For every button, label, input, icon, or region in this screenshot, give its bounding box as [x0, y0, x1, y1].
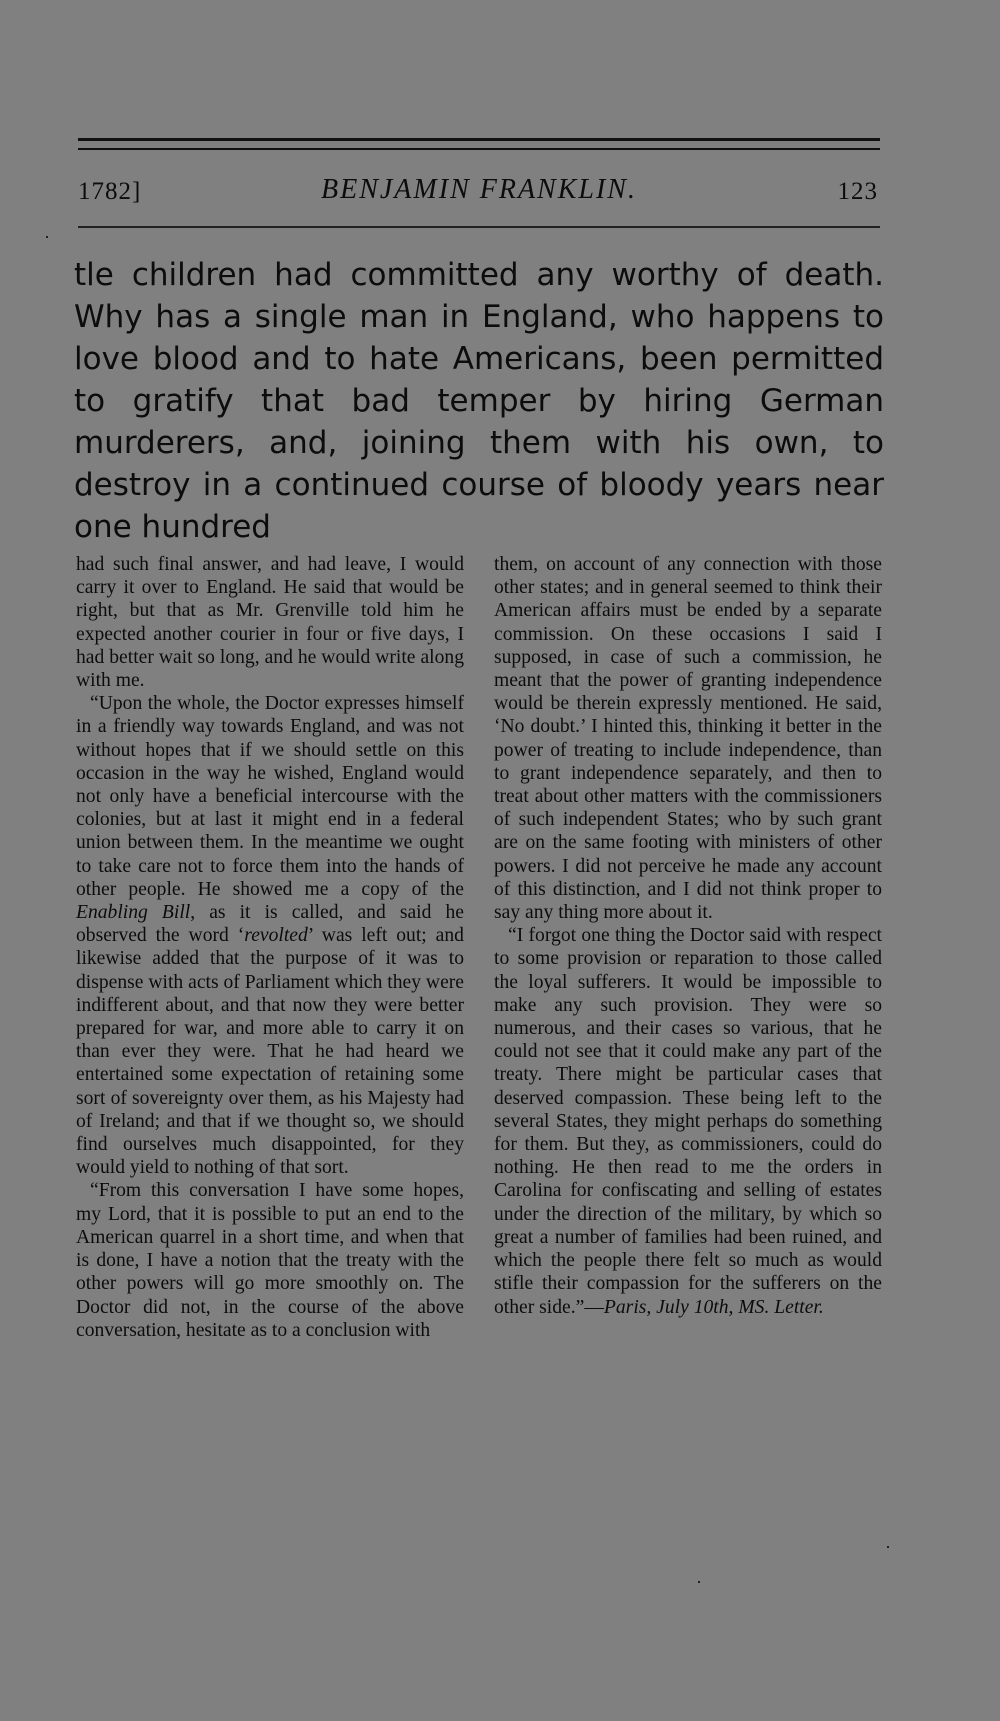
source-citation: Paris, July 10th, MS. Letter. [603, 1296, 824, 1318]
page-number: 123 [837, 178, 878, 205]
enabling-bill-italic: Enabling Bill [76, 902, 191, 924]
left-paragraph-3: “From this conversation I have some hopes, my Lord, that it is possible to put an end to the American quarrel in a short time, and when that is done, I have a notion that the treaty with the other powers will go more smoothly on. The Doctor did not, in the course of the above conversation, hesitate as to a conclusion with [76, 1180, 464, 1341]
right-paragraph-1: them, on account of any connection with those other states; and in general seemed to think their American affairs must be ended by a separate commission. On these occasions I said I supposed, in case of such a commission, he meant that the power of granting independence would be therein expressly mentioned. He said, ‘No doubt.’ I hinted this, thinking it better in the power of treating to include independence, than to grant independence separately, and then to treat about other matters with the commissioners of such independent States; who by such grant are on the same footing with ministers of other powers. I did not perceive he made any account of this distinction, and I did not think proper to say any thing more about it. [494, 554, 882, 924]
left-paragraph-2-part-2: , as it is called, and said he observed the word ‘ [76, 902, 464, 947]
top-rule [78, 138, 880, 141]
large-print-text: tle children had committed any worthy of death. Why has a single man in England, who happens to love blood and to hate Americans, been permitted to gratify that bad temper by hiring German murderers, and, joining them with his own, to destroy in a continued course of bloody years near one hundred [74, 257, 884, 545]
right-paragraph-2-text: “I forgot one thing the Doctor said with respect to some provision or reparation to those called the loyal sufferers. It would be impossible to make any such provision. They were so numerous, and their cases so various, that he could not see that it could make any part of the treaty. There might be particular cases that deserved compassion. These being left to the several States, they might perhaps do something for them. But they, as commissioners, could do nothing. He then read to me the orders in Carolina for confiscating and selling of estates under the direction of the military, by which so great a number of families had been ruined, and which the people there felt so much as would stifle their compassion for the sufferers on the other side.”— [494, 925, 882, 1318]
left-paragraph-2 [76, 692, 464, 1179]
revolted-italic: revolted [244, 925, 308, 947]
large-print-paragraph [74, 254, 884, 548]
running-head [78, 174, 880, 214]
running-head-year: 1782] [78, 178, 142, 205]
header-rule [78, 226, 880, 228]
running-head-title: BENJAMIN FRANKLIN. [321, 174, 637, 205]
right-column [494, 553, 882, 1319]
left-column [76, 553, 464, 1342]
stray-mark [698, 1581, 700, 1583]
left-paragraph-1: had such final answer, and had leave, I would carry it over to England. He said that would be right, but that as Mr. Grenville told him he expected another courier in four or five days, I had better wait so long, and he would write along with me. [76, 554, 464, 692]
top-rule-secondary [78, 148, 880, 150]
left-paragraph-2-part-3: ’ was left out; and likewise added that the purpose of it was to dispense with acts of Parliament which they were indifferent about, and that now they were better prepared for war, and more able to carry it on than ever they were. That he had heard we entertained some expectation of retaining some sort of sovereignty over them, as his Majesty had of Ireland; and that if we thought so, we should find ourselves much disappointed, for they would yield to nothing of that sort. [76, 925, 464, 1179]
stray-mark [46, 236, 48, 238]
left-paragraph-2-part-1: “Upon the whole, the Doctor expresses himself in a friendly way towards England, and was not without hopes that if we should settle on this occasion in the way he wished, England would not only have a beneficial intercourse with the colonies, but at last it might end in a federal union between them. In the meantime we ought to take care not to force them into the hands of other people. He showed me a copy of the [76, 693, 464, 900]
right-paragraph-2 [494, 924, 882, 1318]
stray-mark [887, 1546, 889, 1548]
